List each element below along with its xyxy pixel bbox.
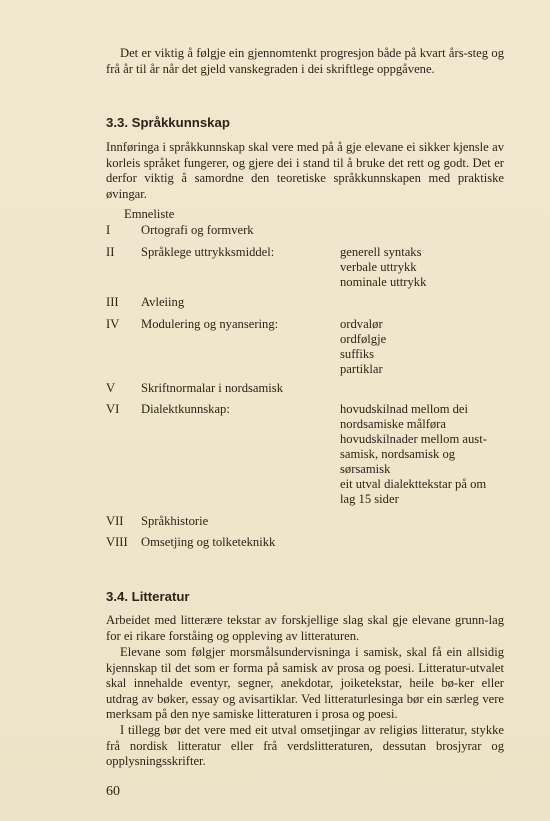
section-heading-3-4: 3.4. Litteratur bbox=[106, 589, 190, 604]
subtopic: generell syntaks bbox=[340, 245, 422, 259]
topic-name: Dialektkunnskap: bbox=[141, 402, 230, 416]
subtopic: eit utval dialekttekstar på om bbox=[340, 477, 487, 491]
topic-name: Ortografi og formverk bbox=[141, 223, 254, 237]
intro-paragraph: Det er viktig å følgje ein gjennomtenkt progresjon både på kvart års-steg og frå år til år når det gjeld vanskegraden i dei skriftlege oppgåvene. bbox=[106, 46, 504, 76]
sec33-paragraph: Innføringa i språkkunnskap skal vere med på å gje elevane ei sikker kjenslе av korleis språket fungerer, og gjere dei i stand til å bruke det rett og godt. Det er derfor viktig å samordne den teoretiske språkkunnskapen med praktiske øvingar. bbox=[106, 140, 504, 201]
subtopic: suffiks bbox=[340, 347, 375, 361]
topic-name: Modulering og nyansering: bbox=[141, 317, 279, 331]
subtopic: nordsamiske målføra bbox=[340, 417, 446, 431]
sec34-paragraph-3: I tillegg bør det vere med eit utval omsetjingar av religiøs litteratur, stykke frå nordisk litteratur eller frå verdslitteraturen, dessutan brosjyrar og opplysningsskrifter. bbox=[106, 723, 504, 768]
topic-number: VI bbox=[106, 402, 120, 416]
page-number: 60 bbox=[106, 784, 120, 799]
topic-number: IV bbox=[106, 317, 120, 331]
topic-number: III bbox=[106, 295, 119, 309]
subtopic: ordfølgje bbox=[340, 332, 387, 346]
topic-number: VIII bbox=[106, 535, 128, 549]
topic-name: Omsetjing og tolketeknikk bbox=[141, 535, 276, 549]
subtopic: hovudskilnad mellom dei bbox=[340, 402, 469, 416]
topic-name: Skriftnormalar i nordsamisk bbox=[141, 381, 284, 395]
subtopic: ordvalør bbox=[340, 317, 383, 331]
subtopic: hovudskilnader mellom aust- bbox=[340, 432, 487, 446]
topic-name: Avleiing bbox=[141, 295, 185, 309]
topic-name: Språklege uttrykksmiddel: bbox=[141, 245, 275, 259]
topic-number: VII bbox=[106, 514, 124, 528]
subtopic: sørsamisk bbox=[340, 462, 391, 476]
subtopic: lag 15 sider bbox=[340, 492, 399, 506]
sec34-paragraph-2: Elevane som følgjer morsmålsundervisninga i samisk, skal få ein allsidig kjennskap til det som er forma på samisk av prosa og poesi. Litteratur-utvalet skal innehalde eventyr, segner, anekdotar, joiketekstar, heile bø-ker eller utdrag av bøker, essay og avisartiklar. Ved litteraturlesinga bør ein særleg vere merksam på den nye samiske litteraturen i prosa og poesi. bbox=[106, 645, 504, 721]
subtopic: verbale uttrykk bbox=[340, 260, 417, 274]
topic-number: II bbox=[106, 245, 115, 259]
subtopic: nominale uttrykk bbox=[340, 275, 427, 289]
subtopic: partiklar bbox=[340, 362, 383, 376]
topic-number: I bbox=[106, 223, 111, 237]
section-heading-3-3: 3.3. Språkkunnskap bbox=[106, 115, 230, 130]
sec34-paragraph-1: Arbeidet med litterære tekstar av forskjellige slag skal gje elevane grunn-lag for ei rikare forståing og oppleving av litteraturen. bbox=[106, 613, 504, 643]
topics-label: Emneliste bbox=[124, 207, 175, 221]
subtopic: samisk, nordsamisk og bbox=[340, 447, 456, 461]
topic-name: Språkhistorie bbox=[141, 514, 209, 528]
topic-number: V bbox=[106, 381, 116, 395]
